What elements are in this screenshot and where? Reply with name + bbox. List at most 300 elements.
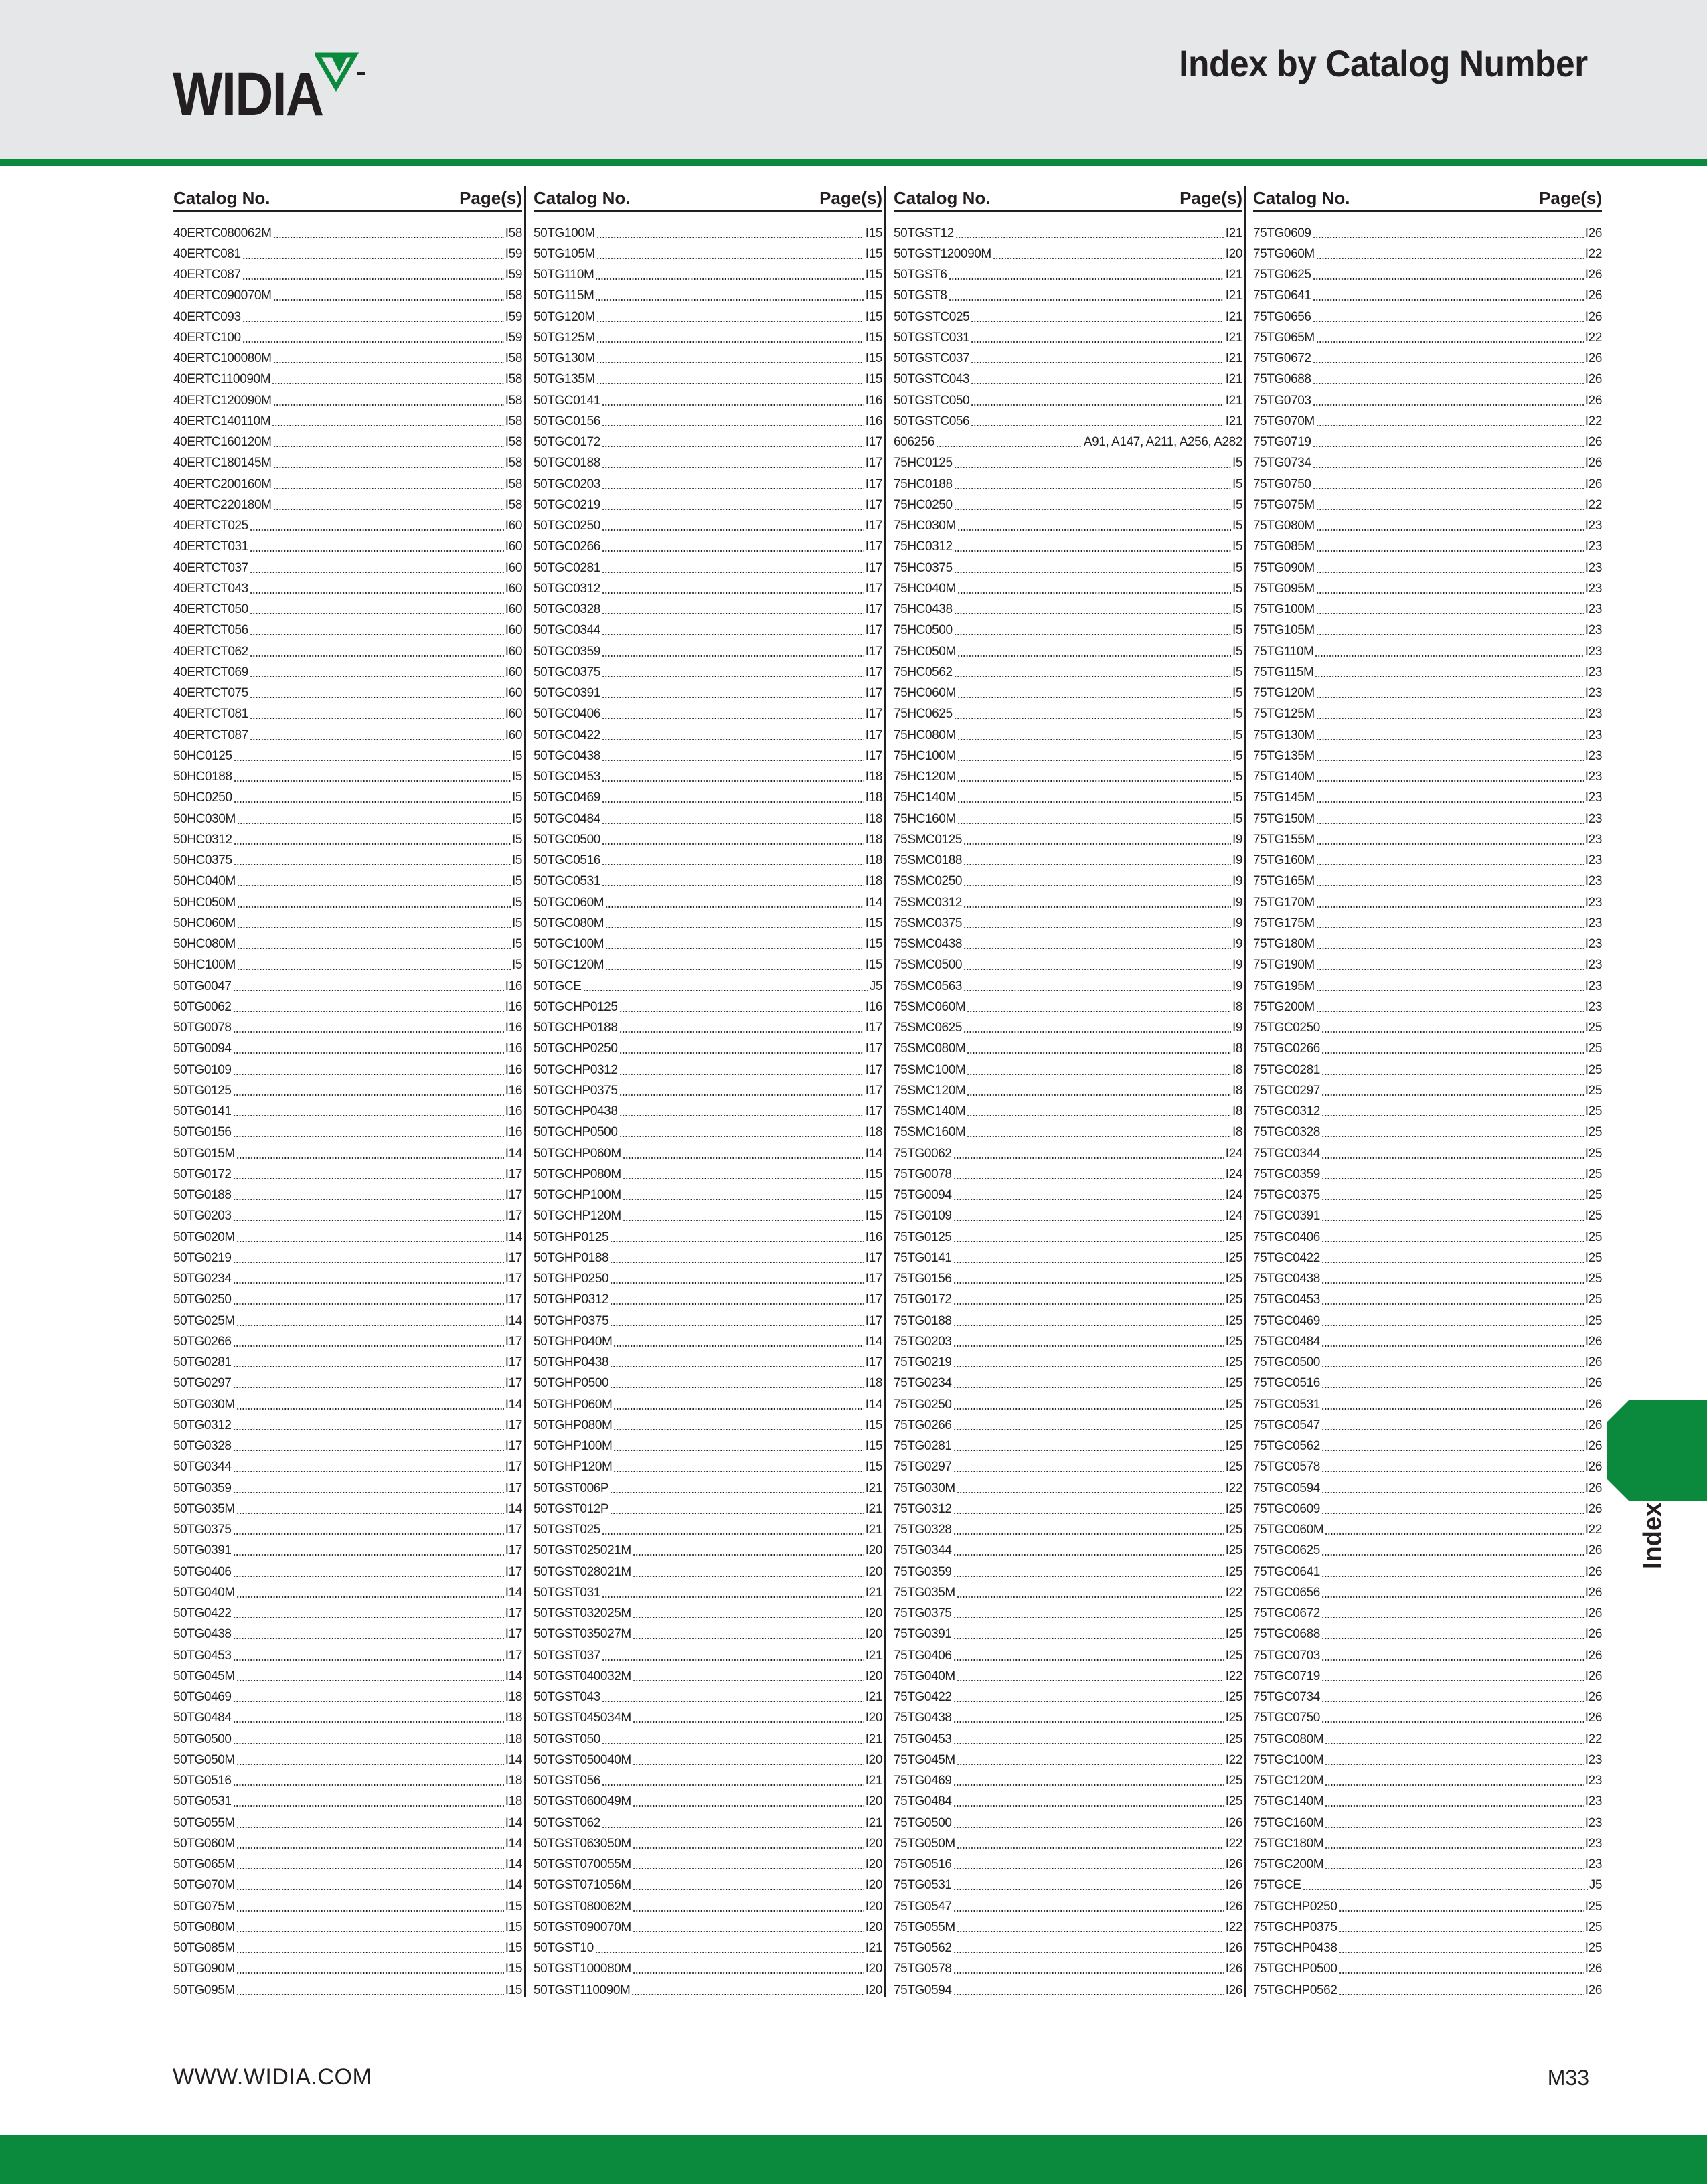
index-row (894, 432, 1242, 453)
widia-logo (173, 60, 347, 129)
dot-leader (236, 1325, 504, 1326)
column-header (173, 179, 522, 212)
dot-leader (602, 1784, 864, 1786)
dot-leader (957, 697, 1231, 698)
index-row (894, 286, 1242, 307)
dot-leader (1321, 1074, 1584, 1075)
catalog-number: 50TGC0344 (534, 623, 600, 638)
page-reference: I17 (865, 1292, 882, 1307)
page-reference: I18 (865, 832, 882, 847)
dot-leader (234, 801, 511, 803)
index-row (1253, 1855, 1602, 1875)
index-row (1253, 913, 1602, 934)
dot-leader (613, 1450, 864, 1451)
dot-leader (1316, 906, 1584, 908)
dot-leader (613, 1471, 864, 1472)
catalog-number: 50TG120M (534, 309, 595, 324)
page-reference: I58 (505, 372, 522, 387)
index-row (894, 1875, 1242, 1896)
catalog-number: 50TGST062 (534, 1815, 600, 1830)
dot-leader (953, 1784, 1224, 1786)
index-row (1253, 1729, 1602, 1750)
catalog-number: 75TG0500 (894, 1815, 952, 1830)
index-row (173, 767, 522, 788)
page-reference: I18 (865, 770, 882, 784)
dot-leader (233, 1074, 504, 1075)
page-reference: I22 (1584, 330, 1602, 345)
catalog-number: 50TG045M (173, 1669, 235, 1683)
catalog-number: 75SMC0500 (894, 958, 963, 973)
catalog-number: 75HC0625 (894, 707, 953, 722)
dot-leader (957, 739, 1231, 740)
page-reference: I17 (865, 686, 882, 701)
catalog-number: 50TGC0359 (534, 644, 600, 659)
catalog-number: 75TG140M (1253, 770, 1315, 784)
column-header (894, 179, 1242, 212)
index-row (173, 1666, 522, 1687)
catalog-number: 50TG0328 (173, 1439, 232, 1454)
dot-leader (623, 1199, 864, 1200)
catalog-number: 50TG0438 (173, 1627, 232, 1642)
dot-leader (242, 341, 504, 343)
catalog-number: 50TGC0156 (534, 414, 600, 428)
catalog-number: 50TGST071056M (534, 1878, 631, 1893)
catalog-number: 75TGC0688 (1253, 1627, 1320, 1642)
dot-leader (250, 676, 504, 677)
dot-leader (236, 1680, 504, 1681)
catalog-number: 40ERTCT081 (173, 707, 248, 722)
dot-leader (602, 823, 864, 824)
page-reference: I22 (1225, 1920, 1242, 1934)
dot-leader (602, 843, 864, 845)
page-reference: I25 (1584, 1146, 1602, 1161)
page-reference: I26 (1584, 393, 1602, 408)
dot-leader (273, 237, 504, 238)
dot-leader (633, 1910, 864, 1912)
page-reference: I25 (1584, 1230, 1602, 1244)
page-reference: I26 (1584, 1376, 1602, 1391)
index-row (1253, 1331, 1602, 1352)
header-rule (0, 159, 1707, 166)
dot-leader (605, 948, 864, 949)
page-reference: I20 (865, 1543, 882, 1558)
dot-leader (602, 550, 864, 552)
dot-leader (619, 1115, 864, 1116)
dot-leader (233, 1136, 504, 1137)
catalog-number: 75TGC0672 (1253, 1606, 1320, 1621)
dot-leader (237, 948, 511, 949)
page-reference: I20 (865, 1606, 882, 1621)
catalog-number: 75TG0359 (894, 1564, 952, 1579)
dot-leader (1321, 1366, 1584, 1367)
catalog-number: 75TGC0594 (1253, 1481, 1320, 1495)
page-reference: I20 (865, 1836, 882, 1851)
catalog-number: 50TGHP0312 (534, 1292, 609, 1307)
dot-leader (1321, 1638, 1584, 1639)
index-row (534, 913, 882, 934)
dot-leader (954, 572, 1231, 573)
index-row (534, 851, 882, 871)
page-reference: I5 (511, 811, 522, 826)
column-divider (884, 186, 886, 1997)
catalog-number: 50TGHP0500 (534, 1376, 609, 1391)
dot-leader (602, 425, 864, 426)
dot-leader (963, 927, 1231, 928)
dot-leader (234, 864, 511, 865)
dot-leader (953, 1345, 1224, 1347)
page-reference: I17 (505, 1167, 522, 1181)
catalog-number: 50HC030M (173, 811, 236, 826)
page-reference: I25 (1225, 1648, 1242, 1663)
dot-leader (602, 488, 864, 489)
page-reference: I25 (1225, 1543, 1242, 1558)
page-reference: I15 (505, 1920, 522, 1934)
catalog-number: 50HC0375 (173, 853, 232, 868)
dot-leader (1316, 990, 1584, 991)
dot-leader (1316, 550, 1584, 552)
dot-leader (957, 529, 1231, 531)
dot-leader (953, 1262, 1224, 1263)
page-reference: I15 (865, 288, 882, 303)
page-reference: I9 (1232, 958, 1242, 973)
catalog-number: 75TGC0250 (1253, 1021, 1320, 1035)
dot-leader (971, 404, 1224, 406)
catalog-number: 50TG0359 (173, 1481, 232, 1495)
page-reference: I14 (505, 1313, 522, 1328)
catalog-number: 75TGC060M (1253, 1523, 1324, 1537)
catalog-number: 75TG0641 (1253, 288, 1311, 303)
footer-url[interactable]: WWW.WIDIA.COM (173, 2064, 372, 2090)
index-row (173, 662, 522, 683)
dot-leader (1321, 1513, 1584, 1514)
page-reference: I17 (505, 1627, 522, 1642)
page-reference: I25 (1584, 1272, 1602, 1286)
dot-leader (602, 1596, 864, 1598)
index-row (173, 620, 522, 641)
catalog-number: 50TGST090070M (534, 1920, 631, 1934)
index-row (173, 1311, 522, 1331)
index-row (173, 1478, 522, 1499)
dot-leader (236, 1994, 504, 1995)
index-row (894, 1164, 1242, 1185)
catalog-number: 75TG0531 (894, 1878, 952, 1893)
index-row (1253, 809, 1602, 829)
page-reference: I25 (1225, 1355, 1242, 1370)
index-row (173, 1855, 522, 1875)
index-row (1253, 1039, 1602, 1060)
index-row (534, 683, 882, 704)
catalog-number: 40ERTCT062 (173, 644, 248, 659)
catalog-number: 40ERTCT031 (173, 539, 248, 554)
index-row (1253, 829, 1602, 850)
index-row (173, 1750, 522, 1770)
catalog-number: 50TG0234 (173, 1272, 232, 1286)
page-reference: I17 (505, 1460, 522, 1475)
dot-leader (993, 258, 1224, 259)
index-row (894, 1708, 1242, 1729)
catalog-number: 50TGHP0438 (534, 1355, 609, 1370)
page-reference: I23 (1584, 811, 1602, 826)
page-reference: I18 (865, 874, 882, 889)
index-side-tab[interactable] (1607, 1400, 1707, 1501)
index-row (173, 1896, 522, 1917)
index-row (1253, 1080, 1602, 1101)
page-reference: I17 (865, 477, 882, 491)
dot-leader (273, 299, 504, 301)
index-row (534, 1855, 882, 1875)
catalog-number: 75TG0344 (894, 1543, 952, 1558)
index-row (173, 851, 522, 871)
dot-leader (1316, 801, 1584, 803)
dot-leader (623, 1220, 864, 1221)
page-reference: I9 (1232, 979, 1242, 993)
index-row (1253, 1917, 1602, 1938)
page-reference: I5 (1232, 790, 1242, 805)
catalog-number: 75TG0422 (894, 1690, 952, 1705)
catalog-number: 75TG0094 (894, 1188, 952, 1203)
column-divider (524, 186, 526, 1997)
dot-leader (1316, 634, 1584, 635)
catalog-number: 75TG0141 (894, 1250, 952, 1265)
dot-leader (953, 1366, 1224, 1367)
index-row (173, 1185, 522, 1206)
dot-leader (250, 718, 504, 719)
catalog-number: 75TG0062 (894, 1146, 952, 1161)
dot-leader (936, 446, 1082, 447)
dot-leader (236, 1847, 504, 1849)
index-row (894, 1415, 1242, 1436)
catalog-number: 75TG195M (1253, 979, 1315, 993)
page-reference: I5 (511, 748, 522, 763)
dot-leader (1325, 1805, 1584, 1807)
dot-leader (237, 885, 511, 886)
index-row (1253, 265, 1602, 286)
dot-leader (955, 237, 1224, 238)
index-row (1253, 892, 1602, 913)
catalog-number: 75TG0250 (894, 1397, 952, 1412)
page-reference: I26 (1584, 226, 1602, 240)
catalog-number: 75HC0312 (894, 539, 953, 554)
dot-leader (619, 1052, 864, 1054)
catalog-number: 75HC040M (894, 581, 956, 596)
dot-leader (953, 1617, 1224, 1618)
dot-leader (1316, 823, 1584, 824)
dot-leader (237, 823, 511, 824)
footer-band (0, 2135, 1707, 2184)
index-rows (173, 223, 522, 2001)
page-reference: I26 (1584, 1418, 1602, 1432)
page-reference: I15 (865, 1167, 882, 1181)
catalog-number: 75TG0391 (894, 1627, 952, 1642)
index-row (1253, 620, 1602, 641)
dot-leader (957, 780, 1231, 782)
page-reference: I18 (505, 1732, 522, 1746)
catalog-number: 75TG190M (1253, 958, 1315, 973)
catalog-number: 75TG0125 (894, 1230, 952, 1244)
page-reference: I18 (865, 790, 882, 805)
page-reference: I26 (1584, 1606, 1602, 1621)
dot-leader (957, 1764, 1224, 1765)
page-reference: I25 (1225, 1230, 1242, 1244)
page-reference: I25 (1584, 1021, 1602, 1035)
page-reference: I22 (1225, 1836, 1242, 1851)
dot-leader (602, 780, 864, 782)
dot-leader (610, 1325, 864, 1326)
dot-leader (954, 634, 1231, 635)
dot-leader (233, 1743, 504, 1744)
page-reference: I26 (1584, 435, 1602, 450)
index-row (894, 1959, 1242, 1980)
index-row (173, 1018, 522, 1039)
page-reference: I15 (865, 1188, 882, 1203)
page-reference: I14 (865, 1146, 882, 1161)
dot-leader (954, 488, 1231, 489)
page-reference: I20 (865, 1857, 882, 1872)
dot-leader (236, 1910, 504, 1912)
dot-leader (957, 1596, 1224, 1598)
catalog-number: 75TG075M (1253, 497, 1315, 512)
index-row (894, 662, 1242, 683)
catalog-number: 40ERTC120090M (173, 393, 272, 408)
index-row (173, 1373, 522, 1394)
index-row (173, 390, 522, 411)
index-row (173, 1206, 522, 1227)
dot-leader (633, 1638, 864, 1639)
index-row (534, 1353, 882, 1373)
dot-leader (602, 1827, 864, 1828)
dot-leader (273, 446, 504, 447)
dot-leader (602, 509, 864, 510)
dot-leader (233, 1011, 504, 1012)
catalog-number: 75TG0719 (1253, 435, 1311, 450)
index-row (894, 474, 1242, 495)
page-reference: J5 (1589, 1878, 1602, 1893)
dot-leader (953, 1889, 1224, 1890)
index-row (173, 1582, 522, 1603)
page-reference: I17 (865, 1062, 882, 1077)
catalog-no-heading: Catalog No. (1253, 188, 1350, 208)
catalog-number: 75TG170M (1253, 895, 1315, 910)
page-reference: I58 (505, 414, 522, 428)
catalog-number: 75TG150M (1253, 811, 1315, 826)
page-reference: I17 (505, 1272, 522, 1286)
catalog-number: 50TGHP120M (534, 1460, 613, 1475)
page-reference: I17 (865, 456, 882, 471)
dot-leader (602, 467, 864, 468)
catalog-number: 50TGST032025M (534, 1606, 631, 1621)
index-row (534, 1896, 882, 1917)
index-row (534, 1039, 882, 1060)
catalog-number: 75TGCHP0500 (1253, 1962, 1337, 1977)
dot-leader (953, 1576, 1224, 1577)
index-row (534, 1248, 882, 1268)
index-row (534, 1415, 882, 1436)
index-row (894, 1813, 1242, 1833)
dot-leader (596, 383, 864, 384)
index-row (173, 809, 522, 829)
index-row (894, 327, 1242, 348)
dot-leader (1313, 237, 1584, 238)
catalog-number: 50TG0422 (173, 1606, 232, 1621)
catalog-number: 75TGC0500 (1253, 1355, 1320, 1370)
index-row (1253, 307, 1602, 327)
page-reference: I26 (1584, 1962, 1602, 1977)
page-reference: I9 (1232, 874, 1242, 889)
index-row (534, 1520, 882, 1541)
index-row (894, 1122, 1242, 1143)
catalog-number: 75TGC0562 (1253, 1439, 1320, 1454)
catalog-number: 75TGC0609 (1253, 1501, 1320, 1516)
index-row (173, 1980, 522, 2001)
index-row (894, 578, 1242, 599)
dot-leader (953, 1805, 1224, 1807)
dot-leader (233, 1429, 504, 1430)
page-reference: I8 (1232, 1104, 1242, 1119)
page-reference: I20 (865, 1564, 882, 1579)
page-reference: I26 (1584, 1501, 1602, 1516)
dot-leader (596, 341, 864, 343)
index-row (534, 1666, 882, 1687)
index-row (534, 1541, 882, 1562)
dot-leader (971, 362, 1224, 363)
catalog-number: 75TGC0297 (1253, 1083, 1320, 1098)
index-row (534, 1164, 882, 1185)
index-row (894, 1938, 1242, 1959)
catalog-number: 50TGC0250 (534, 519, 600, 533)
page-reference: I18 (865, 811, 882, 826)
index-row (534, 1143, 882, 1164)
index-row (534, 1624, 882, 1645)
index-row (173, 1227, 522, 1248)
index-row (173, 788, 522, 809)
catalog-number: 50TG105M (534, 246, 595, 261)
dot-leader (1325, 1868, 1584, 1869)
catalog-number: 75TG200M (1253, 999, 1315, 1014)
dot-leader (602, 1659, 864, 1661)
catalog-number: 50TGST110090M (534, 1983, 631, 1997)
catalog-number: 75SMC160M (894, 1125, 966, 1140)
index-row (173, 641, 522, 662)
dot-leader (236, 1764, 504, 1765)
index-row (1253, 286, 1602, 307)
catalog-number: 75TG030M (894, 1481, 955, 1495)
page-reference: I25 (1584, 1125, 1602, 1140)
index-row (173, 558, 522, 578)
index-row (1253, 934, 1602, 955)
dot-leader (1313, 362, 1584, 363)
catalog-number: 50TG135M (534, 372, 595, 387)
page-reference: I23 (1584, 770, 1602, 784)
index-column-4 (1253, 179, 1602, 2001)
page-reference: I17 (505, 1564, 522, 1579)
page-reference: I15 (865, 958, 882, 973)
page-reference: I9 (1232, 853, 1242, 868)
catalog-number: 50TGST056 (534, 1774, 600, 1788)
dot-leader (233, 1303, 504, 1305)
dot-leader (949, 278, 1224, 280)
index-row (534, 1080, 882, 1101)
page-reference: I5 (1232, 748, 1242, 763)
index-row (1253, 244, 1602, 264)
page-reference: I25 (1584, 1313, 1602, 1328)
index-row (1253, 788, 1602, 809)
index-row (894, 411, 1242, 432)
page-reference: I21 (1225, 309, 1242, 324)
page-reference: I22 (1584, 414, 1602, 428)
catalog-number: 40ERTC160120M (173, 435, 272, 450)
dot-leader (596, 362, 864, 363)
dot-leader (633, 1805, 864, 1807)
